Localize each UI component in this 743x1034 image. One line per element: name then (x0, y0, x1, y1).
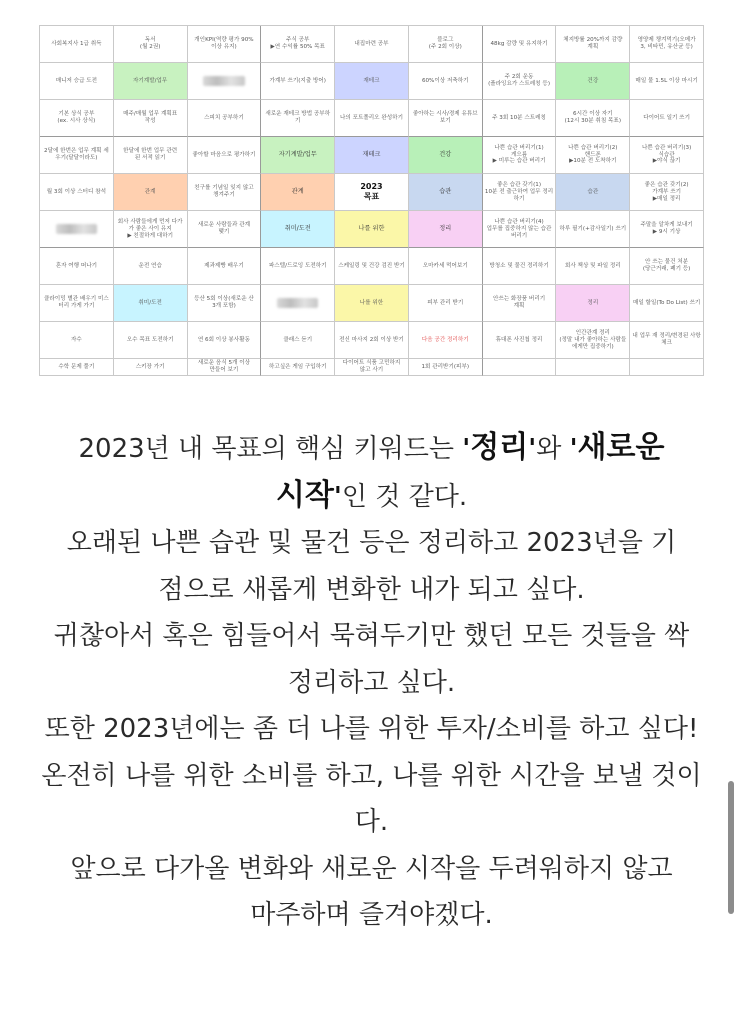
goal-cell: 회사 책상 및 파일 정리 (556, 248, 630, 285)
keyword-paragraph: 2023년 내 목표의 핵심 키워드는 '정리'와 '새로운 시작'인 것 같다. (78, 430, 665, 513)
goal-cell: 다음 공간 정리하기 (409, 322, 483, 359)
goal-cell: 안쓰는 화장품 버리기 계획 (483, 285, 557, 322)
goal-cell: 친구를 기념일 잊지 않고 챙겨주기 (188, 174, 262, 211)
goal-cell: 나쁜 습관 버리기(2) 핸드폰 ▶10분 전 도착하기 (556, 137, 630, 174)
goal-cell: 매니저 승급 도전 (40, 63, 114, 100)
goal-cell: 매일 물 1.5L 이상 마시기 (630, 63, 704, 100)
goal-cell: 회사 사람들에게 먼저 다가가 좋은 사이 유지 ▶ 친절하게 대하기 (114, 211, 188, 248)
goal-cell: 건강 (409, 137, 483, 174)
blurred-cell (261, 285, 335, 322)
goal-cell: 정리 (409, 211, 483, 248)
goal-cell: 클라이밍 별관 배우기 미스터리 가게 가기 (40, 285, 114, 322)
goal-cell: 인간관계 정리 (정말 내가 좋아하는 사람들에게만 집중하기) (556, 322, 630, 359)
paragraph-cleanup: 귀찮아서 혹은 힘들어서 묵혀두기만 했던 모든 것들을 싹 정리하고 싶다. (53, 621, 690, 698)
goal-cell: 수학 문제 풀기 (40, 359, 114, 376)
goal-cell: 나쁜 습관 버리기(3) 식습관 ▶야식 끊기 (630, 137, 704, 174)
goal-cell: 오마카세 먹어보기 (409, 248, 483, 285)
goal-cell: 스피치 공부하기 (188, 100, 262, 137)
goal-cell: 주 2회 운동 (플라잉요가 스트레칭 등) (483, 63, 557, 100)
goal-cell (630, 359, 704, 376)
goal-cell: 스케일링 및 건강 검진 받기 (335, 248, 409, 285)
goal-cell: 새로운 음식 5개 이상 만들어 보기 (188, 359, 262, 376)
goal-cell: 파스텔/드로잉 도전하기 (261, 248, 335, 285)
goal-cell: 매일 할일(To Do List) 쓰기 (630, 285, 704, 322)
goal-cell: 하루 필기(+감사일기) 쓰기 (556, 211, 630, 248)
goal-cell: 습관 (409, 174, 483, 211)
goal-cell: 주 3회 10분 스트레칭 (483, 100, 557, 137)
goal-cell: 새로운 재테크 방법 공부하기 (261, 100, 335, 137)
goal-cell: 관계 (261, 174, 335, 211)
essay-text (20, 425, 723, 939)
keyword-new-start: 새로운 시작 (275, 430, 665, 513)
goal-cell: 취미/도전 (114, 285, 188, 322)
goal-cell: 하고싶은 게임 구입하기 (261, 359, 335, 376)
goal-cell: 나를 위한 (335, 211, 409, 248)
goal-cell: 관계 (114, 174, 188, 211)
goal-cell: 혼자 여행 떠나기 (40, 248, 114, 285)
goal-cell: 다이어트 일기 쓰기 (630, 100, 704, 137)
goal-cell: 좋아하는 시사/경제 유튜브 보기 (409, 100, 483, 137)
goal-cell: 블로그 (주 2회 이상) (409, 26, 483, 63)
blurred-cell (40, 211, 114, 248)
goal-cell: 나의 포트폴리오 완성하기 (335, 100, 409, 137)
goal-cell: 독서 (월 2권) (114, 26, 188, 63)
goal-cell: 정리 (556, 285, 630, 322)
goal-cell: 기본 상식 공부 (ex. 시사 상식) (40, 100, 114, 137)
goal-cell: 내집마련 공부 (335, 26, 409, 63)
redacted-placeholder (56, 224, 97, 234)
goal-cell: 다이어트 식품 고민하지 않고 사기 (335, 359, 409, 376)
goal-cell: 나쁜 습관 버리기(1) 게으름 ▶ 미루는 습관 버리기 (483, 137, 557, 174)
goal-cell: 스키장 가기 (114, 359, 188, 376)
goal-cell: 개인KPI(역량 평가 90% 이상 유지) (188, 26, 262, 63)
goal-cell: 클래스 듣기 (261, 322, 335, 359)
goal-cell: 2달에 한번은 업무 계획 세우기(달달이라도) (40, 137, 114, 174)
main-goal-cell: 2023 목표 (335, 174, 409, 211)
goal-cell: 가계부 쓰기(지출 방어) (261, 63, 335, 100)
scrollbar-thumb[interactable] (728, 781, 734, 914)
goal-cell: 전신 마사지 2회 이상 받기 (335, 322, 409, 359)
goal-cell: 자기계발/업무 (261, 137, 335, 174)
goal-cell: 한달에 한번 업무 관련 된 서적 읽기 (114, 137, 188, 174)
goal-cell: 1회 관리받기(피부) (409, 359, 483, 376)
goal-cell: 건강 (556, 63, 630, 100)
goal-cell: 자기계발/업무 (114, 63, 188, 100)
goal-cell: 방청소 및 물건 정리하기 (483, 248, 557, 285)
goal-cell: 매주/매월 업무 계획표 작성 (114, 100, 188, 137)
goal-cell: 연 6회 이상 봉사활동 (188, 322, 262, 359)
goal-cell: 습관 (556, 174, 630, 211)
paragraph-change: 오래된 나쁜 습관 및 물건 등은 정리하고 2023년을 기점으로 새롭게 변화한 내가 되고 싶다. (66, 528, 677, 605)
goal-cell (483, 359, 557, 376)
goal-cell: 주말을 알차게 보내기 ▶ 9시 기상 (630, 211, 704, 248)
goal-cell: 48kg 감량 및 유지하기 (483, 26, 557, 63)
goal-cell (556, 359, 630, 376)
goal-cell: 영양제 챙겨먹기(오메가 3, 비타민, 유산균 등) (630, 26, 704, 63)
mandalart-goal-table (39, 25, 704, 376)
goal-cell: 월 3회 이상 스터디 참석 (40, 174, 114, 211)
goal-cell: 내 업무 재 정리/변경된 사항 체크 (630, 322, 704, 359)
goal-cell: 오수 목표 도전하기 (114, 322, 188, 359)
goal-cell: 피부 관리 받기 (409, 285, 483, 322)
goal-cell: 자수 (40, 322, 114, 359)
goal-cell: 6시간 이상 자기 (12시 30분 취침 목표) (556, 100, 630, 137)
goal-cell: 좋은 습관 갖기(1) 10분 전 출근하여 업무 정리하기 (483, 174, 557, 211)
goal-cell: 주식 공부 ▶연 수익률 50% 목표 (261, 26, 335, 63)
goal-cell: 60%이상 저축하기 (409, 63, 483, 100)
goal-cell: 새로운 사람들과 관계 맺기 (188, 211, 262, 248)
goal-cell: 제과제빵 배우기 (188, 248, 262, 285)
redacted-placeholder (277, 298, 318, 308)
goal-cell: 좋은 습관 갖기(2) 가계부 쓰기 ▶매일 정리 (630, 174, 704, 211)
redacted-placeholder (203, 76, 244, 86)
goal-cell: 나를 위한 (335, 285, 409, 322)
goal-cell: 안 쓰는 물건 처분 (당근거래, 폐기 등) (630, 248, 704, 285)
goal-cell: 좋아할 마음으로 평가하기 (188, 137, 262, 174)
goal-cell: 휴대폰 사진첩 정리 (483, 322, 557, 359)
goal-cell: 운전 연습 (114, 248, 188, 285)
blurred-cell (188, 63, 262, 100)
goal-cell: 재테크 (335, 137, 409, 174)
keyword-cleanup: 정리 (470, 430, 529, 465)
goal-cell: 등산 5회 이상(새로운 산 3개 포함) (188, 285, 262, 322)
goal-cell: 취미/도전 (261, 211, 335, 248)
paragraph-investment: 또한 2023년에는 좀 더 나를 위한 투자/소비를 하고 싶다! 온전히 나를 위한 소비를 하고, 나를 위한 시간을 보낼 것이다. (41, 714, 702, 837)
goal-cell: 재테크 (335, 63, 409, 100)
goal-cell: 체지방률 20%까지 감량 계획 (556, 26, 630, 63)
goal-cell: 사회복지사 1급 취득 (40, 26, 114, 63)
goal-cell: 나쁜 습관 버리기(4) 업무를 집중하지 않는 습관 버리기 (483, 211, 557, 248)
paragraph-future: 앞으로 다가올 변화와 새로운 시작을 두려워하지 않고 마주하며 즐겨야겠다. (70, 853, 673, 930)
